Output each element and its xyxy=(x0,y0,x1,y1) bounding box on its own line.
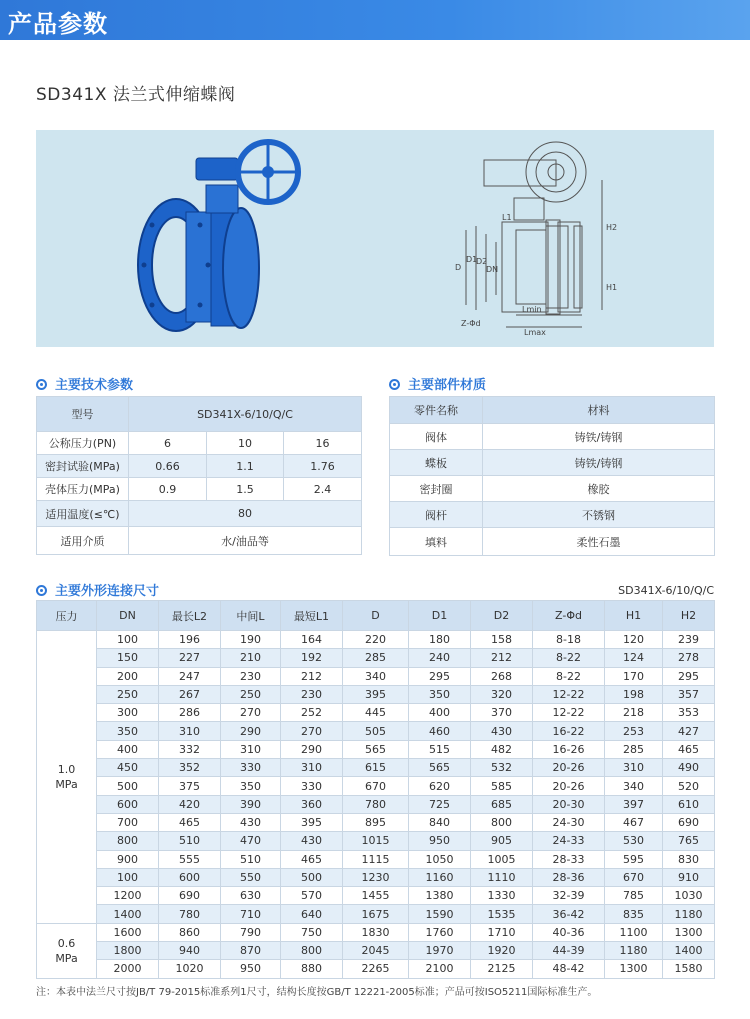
column-header: 压力 xyxy=(37,601,97,631)
drawing-label-h1: H1 xyxy=(606,283,618,292)
model-value: SD341X-6/10/Q/C xyxy=(129,397,362,432)
table-cell: 427 xyxy=(663,722,715,740)
table-cell: 800 xyxy=(97,832,159,850)
table-cell: 550 xyxy=(221,868,281,886)
table-cell: 28-36 xyxy=(533,868,605,886)
table-cell: 840 xyxy=(409,813,471,831)
table-row xyxy=(37,813,715,831)
drawing-label-d1: D1 xyxy=(466,255,478,264)
pressure-cell xyxy=(37,923,97,978)
table-cell: 20-30 xyxy=(533,795,605,813)
table-cell: 880 xyxy=(281,960,343,978)
table-row xyxy=(37,850,715,868)
table-cell: 600 xyxy=(97,795,159,813)
table-cell: 190 xyxy=(221,631,281,649)
table-cell: 310 xyxy=(281,759,343,777)
shell-pressure-value: 0.9 xyxy=(129,478,207,501)
table-cell: 100 xyxy=(97,631,159,649)
table-cell: 332 xyxy=(159,740,221,758)
table-cell: 8-22 xyxy=(533,649,605,667)
material-header: 材料 xyxy=(483,397,715,424)
table-cell: 1015 xyxy=(343,832,409,850)
drawing-label-d2: D2 xyxy=(476,257,488,266)
table-cell: 900 xyxy=(97,850,159,868)
tech-params-table xyxy=(36,396,362,555)
table-cell: 395 xyxy=(343,685,409,703)
table-cell: 300 xyxy=(97,704,159,722)
table-cell: 230 xyxy=(221,667,281,685)
table-row xyxy=(37,649,715,667)
part-name-header: 零件名称 xyxy=(390,397,483,424)
table-cell: 100 xyxy=(97,868,159,886)
table-cell: 192 xyxy=(281,649,343,667)
circle-bullet-icon xyxy=(36,585,47,596)
valve-drawing xyxy=(466,142,602,327)
table-cell: 630 xyxy=(221,887,281,905)
table-cell: 790 xyxy=(221,923,281,941)
table-cell: 1675 xyxy=(343,905,409,923)
table-cell: 352 xyxy=(159,759,221,777)
table-cell: 420 xyxy=(159,795,221,813)
table-cell: 830 xyxy=(663,850,715,868)
table-cell: 212 xyxy=(471,649,533,667)
table-cell: 8-22 xyxy=(533,667,605,685)
table-cell: 310 xyxy=(605,759,663,777)
table-row xyxy=(37,923,715,941)
table-cell: 340 xyxy=(605,777,663,795)
table-cell: 532 xyxy=(471,759,533,777)
pn-label: 公称压力(PN) xyxy=(37,432,129,455)
part-material: 铸铁/铸钢 xyxy=(483,450,715,476)
shell-pressure-value: 1.5 xyxy=(207,478,284,501)
table-cell: 16-22 xyxy=(533,722,605,740)
part-name: 阀杆 xyxy=(390,502,483,528)
product-title: SD341X 法兰式伸缩蝶阀 xyxy=(36,85,236,105)
drawing-label-lmin: Lmin xyxy=(522,305,542,314)
table-cell: 295 xyxy=(663,667,715,685)
drawing-label-zd: Z-Φd xyxy=(461,319,481,328)
table-cell: 460 xyxy=(409,722,471,740)
table-cell: 2125 xyxy=(471,960,533,978)
table-cell: 268 xyxy=(471,667,533,685)
table-cell: 150 xyxy=(97,649,159,667)
table-cell: 227 xyxy=(159,649,221,667)
table-cell: 350 xyxy=(221,777,281,795)
table-cell: 910 xyxy=(663,868,715,886)
shell-pressure-value: 2.4 xyxy=(284,478,362,501)
table-cell: 2000 xyxy=(97,960,159,978)
table-cell: 360 xyxy=(281,795,343,813)
table-cell: 40-36 xyxy=(533,923,605,941)
table-cell: 1005 xyxy=(471,850,533,868)
table-cell: 240 xyxy=(409,649,471,667)
product-image-panel xyxy=(36,130,714,347)
table-row xyxy=(37,868,715,886)
table-cell: 48-42 xyxy=(533,960,605,978)
table-row xyxy=(37,667,715,685)
part-name: 蝶板 xyxy=(390,450,483,476)
table-cell: 1400 xyxy=(97,905,159,923)
table-cell: 1160 xyxy=(409,868,471,886)
seal-test-label: 密封试验(MPa) xyxy=(37,455,129,478)
table-cell: 220 xyxy=(343,631,409,649)
pressure-cell xyxy=(37,631,97,924)
drawing-label-l1: L1 xyxy=(502,213,512,222)
pressure-value: 0.6 xyxy=(57,936,76,950)
table-cell: 710 xyxy=(221,905,281,923)
table-cell: 1115 xyxy=(343,850,409,868)
circle-bullet-icon xyxy=(389,379,400,390)
table-cell: 32-39 xyxy=(533,887,605,905)
table-cell: 860 xyxy=(159,923,221,941)
table-cell: 570 xyxy=(281,887,343,905)
column-header: 中间L xyxy=(221,601,281,631)
table-cell: 330 xyxy=(221,759,281,777)
valve-illustration xyxy=(36,130,714,347)
table-row xyxy=(37,685,715,703)
table-cell: 124 xyxy=(605,649,663,667)
temp-value: 80 xyxy=(129,501,362,527)
table-cell: 430 xyxy=(281,832,343,850)
seal-test-value: 1.76 xyxy=(284,455,362,478)
table-cell: 370 xyxy=(471,704,533,722)
table-cell: 44-39 xyxy=(533,942,605,960)
pressure-value: 1.0 xyxy=(57,762,76,776)
table-cell: 670 xyxy=(605,868,663,886)
table-cell: 310 xyxy=(159,722,221,740)
footnote: 注：本表中法兰尺寸按JB/T 79-2015标准系列1尺寸，结构长度按GB/T 12221-2005标准；产品可按ISO5211国际标准生产。 xyxy=(36,987,598,998)
shell-pressure-label: 壳体压力(MPa) xyxy=(37,478,129,501)
table-cell: 196 xyxy=(159,631,221,649)
series-label: SD341X-6/10/Q/C xyxy=(618,584,714,597)
table-cell: 555 xyxy=(159,850,221,868)
table-cell: 1230 xyxy=(343,868,409,886)
column-header: Z-Φd xyxy=(533,601,605,631)
table-cell: 1760 xyxy=(409,923,471,941)
table-cell: 510 xyxy=(159,832,221,850)
valve-photo xyxy=(138,142,298,331)
table-cell: 270 xyxy=(281,722,343,740)
table-cell: 1050 xyxy=(409,850,471,868)
table-cell: 295 xyxy=(409,667,471,685)
table-cell: 247 xyxy=(159,667,221,685)
table-cell: 500 xyxy=(281,868,343,886)
table-cell: 20-26 xyxy=(533,777,605,795)
table-cell: 1330 xyxy=(471,887,533,905)
table-cell: 482 xyxy=(471,740,533,758)
table-cell: 267 xyxy=(159,685,221,703)
table-row xyxy=(37,795,715,813)
table-cell: 530 xyxy=(605,832,663,850)
medium-label: 适用介质 xyxy=(37,527,129,555)
dimension-section-heading xyxy=(36,580,159,599)
table-cell: 230 xyxy=(281,685,343,703)
column-header: 最短L1 xyxy=(281,601,343,631)
table-cell: 270 xyxy=(221,704,281,722)
table-cell: 8-18 xyxy=(533,631,605,649)
table-cell: 1380 xyxy=(409,887,471,905)
table-cell: 1030 xyxy=(663,887,715,905)
table-cell: 170 xyxy=(605,667,663,685)
table-cell: 510 xyxy=(221,850,281,868)
table-cell: 430 xyxy=(221,813,281,831)
table-row xyxy=(37,722,715,740)
table-cell: 1800 xyxy=(97,942,159,960)
table-cell: 2100 xyxy=(409,960,471,978)
table-cell: 500 xyxy=(97,777,159,795)
table-cell: 1580 xyxy=(663,960,715,978)
table-cell: 700 xyxy=(97,813,159,831)
table-cell: 375 xyxy=(159,777,221,795)
table-cell: 565 xyxy=(409,759,471,777)
medium-value: 水/油品等 xyxy=(129,527,362,555)
table-cell: 615 xyxy=(343,759,409,777)
table-cell: 585 xyxy=(471,777,533,795)
table-cell: 28-33 xyxy=(533,850,605,868)
pn-value: 16 xyxy=(284,432,362,455)
drawing-label-d: D xyxy=(455,263,462,272)
material-section-heading xyxy=(389,374,486,393)
table-row xyxy=(37,704,715,722)
part-name: 密封圈 xyxy=(390,476,483,502)
table-cell: 750 xyxy=(281,923,343,941)
table-cell: 1830 xyxy=(343,923,409,941)
table-cell: 395 xyxy=(281,813,343,831)
table-cell: 800 xyxy=(281,942,343,960)
model-label: 型号 xyxy=(37,397,129,432)
pn-value: 6 xyxy=(129,432,207,455)
table-cell: 239 xyxy=(663,631,715,649)
table-cell: 800 xyxy=(471,813,533,831)
table-cell: 286 xyxy=(159,704,221,722)
table-cell: 445 xyxy=(343,704,409,722)
table-cell: 515 xyxy=(409,740,471,758)
table-cell: 595 xyxy=(605,850,663,868)
part-material: 不锈钢 xyxy=(483,502,715,528)
material-section-title: 主要部件材质 xyxy=(408,378,487,393)
table-cell: 1300 xyxy=(605,960,663,978)
table-cell: 250 xyxy=(221,685,281,703)
table-cell: 350 xyxy=(409,685,471,703)
drawing-label-h2: H2 xyxy=(606,223,618,232)
table-row xyxy=(37,777,715,795)
table-cell: 250 xyxy=(97,685,159,703)
table-cell: 1180 xyxy=(663,905,715,923)
table-cell: 210 xyxy=(221,649,281,667)
table-row xyxy=(37,942,715,960)
drawing-label-lmax: Lmax xyxy=(524,328,546,337)
table-cell: 895 xyxy=(343,813,409,831)
column-header: 最长L2 xyxy=(159,601,221,631)
table-row xyxy=(37,905,715,923)
part-name: 阀体 xyxy=(390,424,483,450)
table-cell: 450 xyxy=(97,759,159,777)
part-material: 柔性石墨 xyxy=(483,528,715,556)
table-row xyxy=(37,631,715,649)
table-cell: 785 xyxy=(605,887,663,905)
table-cell: 357 xyxy=(663,685,715,703)
table-cell: 565 xyxy=(343,740,409,758)
table-cell: 290 xyxy=(221,722,281,740)
table-cell: 164 xyxy=(281,631,343,649)
table-cell: 340 xyxy=(343,667,409,685)
table-cell: 252 xyxy=(281,704,343,722)
table-cell: 36-42 xyxy=(533,905,605,923)
table-cell: 470 xyxy=(221,832,281,850)
table-row xyxy=(37,759,715,777)
table-cell: 1400 xyxy=(663,942,715,960)
table-cell: 780 xyxy=(159,905,221,923)
table-cell: 940 xyxy=(159,942,221,960)
table-cell: 950 xyxy=(409,832,471,850)
table-cell: 600 xyxy=(159,868,221,886)
table-row xyxy=(37,832,715,850)
table-cell: 640 xyxy=(281,905,343,923)
table-cell: 905 xyxy=(471,832,533,850)
column-header: D xyxy=(343,601,409,631)
table-cell: 2265 xyxy=(343,960,409,978)
table-cell: 1970 xyxy=(409,942,471,960)
table-cell: 1710 xyxy=(471,923,533,941)
table-cell: 320 xyxy=(471,685,533,703)
table-cell: 685 xyxy=(471,795,533,813)
column-header: D1 xyxy=(409,601,471,631)
table-cell: 120 xyxy=(605,631,663,649)
table-cell: 1180 xyxy=(605,942,663,960)
table-cell: 2045 xyxy=(343,942,409,960)
table-cell: 200 xyxy=(97,667,159,685)
table-cell: 353 xyxy=(663,704,715,722)
table-cell: 1020 xyxy=(159,960,221,978)
pn-value: 10 xyxy=(207,432,284,455)
column-header: D2 xyxy=(471,601,533,631)
table-cell: 1600 xyxy=(97,923,159,941)
table-cell: 1110 xyxy=(471,868,533,886)
table-cell: 158 xyxy=(471,631,533,649)
table-cell: 1455 xyxy=(343,887,409,905)
table-cell: 400 xyxy=(409,704,471,722)
table-cell: 610 xyxy=(663,795,715,813)
table-cell: 350 xyxy=(97,722,159,740)
table-cell: 278 xyxy=(663,649,715,667)
table-cell: 24-30 xyxy=(533,813,605,831)
table-cell: 16-26 xyxy=(533,740,605,758)
table-cell: 180 xyxy=(409,631,471,649)
table-cell: 1535 xyxy=(471,905,533,923)
table-cell: 690 xyxy=(663,813,715,831)
table-cell: 1300 xyxy=(663,923,715,941)
table-cell: 310 xyxy=(221,740,281,758)
table-cell: 290 xyxy=(281,740,343,758)
part-material: 橡胶 xyxy=(483,476,715,502)
table-cell: 285 xyxy=(605,740,663,758)
dimension-section-title: 主要外形连接尺寸 xyxy=(55,584,160,599)
table-cell: 465 xyxy=(281,850,343,868)
table-cell: 505 xyxy=(343,722,409,740)
materials-table xyxy=(389,396,715,556)
table-cell: 620 xyxy=(409,777,471,795)
table-cell: 1100 xyxy=(605,923,663,941)
table-cell: 780 xyxy=(343,795,409,813)
pressure-value: MPa xyxy=(55,951,78,965)
table-cell: 1920 xyxy=(471,942,533,960)
header-bar xyxy=(0,0,750,40)
table-cell: 20-26 xyxy=(533,759,605,777)
table-cell: 835 xyxy=(605,905,663,923)
table-cell: 24-33 xyxy=(533,832,605,850)
table-cell: 950 xyxy=(221,960,281,978)
table-cell: 430 xyxy=(471,722,533,740)
table-cell: 198 xyxy=(605,685,663,703)
table-cell: 330 xyxy=(281,777,343,795)
table-cell: 212 xyxy=(281,667,343,685)
table-cell: 520 xyxy=(663,777,715,795)
table-cell: 400 xyxy=(97,740,159,758)
seal-test-value: 0.66 xyxy=(129,455,207,478)
header-title: 产品参数 xyxy=(8,10,108,38)
table-cell: 725 xyxy=(409,795,471,813)
circle-bullet-icon xyxy=(36,379,47,390)
table-row xyxy=(37,887,715,905)
seal-test-value: 1.1 xyxy=(207,455,284,478)
table-cell: 12-22 xyxy=(533,685,605,703)
table-cell: 670 xyxy=(343,777,409,795)
table-row xyxy=(37,740,715,758)
dimension-table xyxy=(36,600,715,979)
table-cell: 1590 xyxy=(409,905,471,923)
table-cell: 690 xyxy=(159,887,221,905)
table-cell: 765 xyxy=(663,832,715,850)
table-cell: 465 xyxy=(159,813,221,831)
table-cell: 12-22 xyxy=(533,704,605,722)
table-row xyxy=(37,960,715,978)
table-cell: 397 xyxy=(605,795,663,813)
part-material: 铸铁/铸钢 xyxy=(483,424,715,450)
table-cell: 870 xyxy=(221,942,281,960)
tech-section-title: 主要技术参数 xyxy=(55,378,134,393)
pressure-value: MPa xyxy=(55,777,78,791)
table-cell: 465 xyxy=(663,740,715,758)
drawing-label-dn: DN xyxy=(486,265,499,274)
table-cell: 467 xyxy=(605,813,663,831)
table-cell: 285 xyxy=(343,649,409,667)
part-name: 填料 xyxy=(390,528,483,556)
table-cell: 1200 xyxy=(97,887,159,905)
tech-section-heading xyxy=(36,374,133,393)
temp-label: 适用温度(≤℃) xyxy=(37,501,129,527)
table-cell: 490 xyxy=(663,759,715,777)
table-cell: 253 xyxy=(605,722,663,740)
table-cell: 390 xyxy=(221,795,281,813)
column-header: H2 xyxy=(663,601,715,631)
table-cell: 218 xyxy=(605,704,663,722)
column-header: H1 xyxy=(605,601,663,631)
column-header: DN xyxy=(97,601,159,631)
